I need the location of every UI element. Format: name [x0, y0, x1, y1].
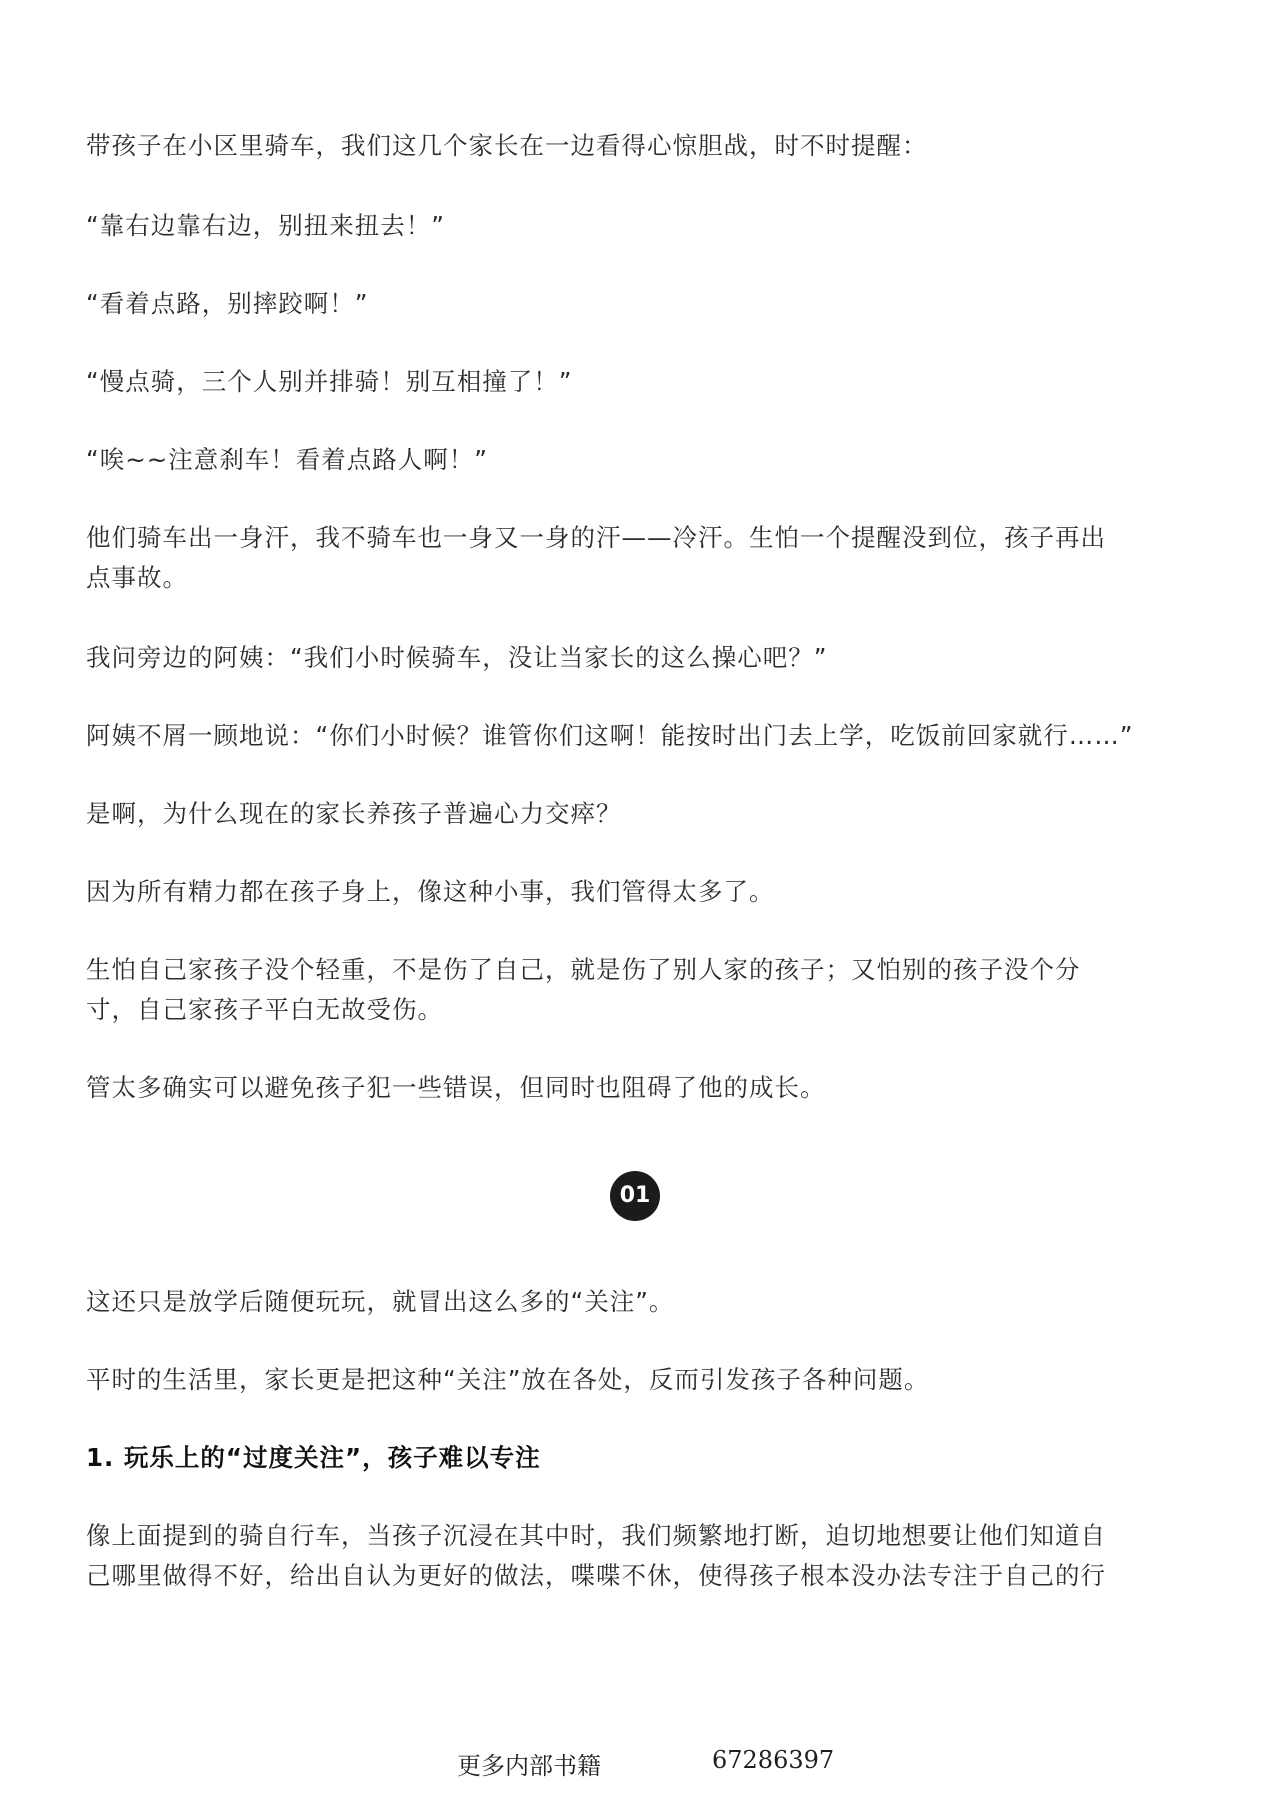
paragraph-line: 寸，自己家孩子平白无故受伤。 [86, 995, 443, 1024]
paragraph-line: 像上面提到的骑自行车，当孩子沉浸在其中时，我们频繁地打断，迫切地想要让他们知道自 [86, 1521, 1106, 1550]
paragraph-line: 他们骑车出一身汗，我不骑车也一身又一身的汗——冷汗。生怕一个提醒没到位，孩子再出 [86, 523, 1106, 552]
paragraph: “看着点路，别摔跤啊！” [86, 289, 369, 318]
paragraph-line: 点事故。 [86, 563, 188, 592]
paragraph-line: 己哪里做得不好，给出自认为更好的做法，喋喋不休，使得孩子根本没办法专注于自己的行 [86, 1561, 1106, 1590]
paragraph: 我问旁边的阿姨：“我们小时候骑车，没让当家长的这么操心吧？” [86, 643, 828, 672]
paragraph: 因为所有精力都在孩子身上，像这种小事，我们管得太多了。 [86, 877, 775, 906]
paragraph: 管太多确实可以避免孩子犯一些错误，但同时也阻碍了他的成长。 [86, 1073, 826, 1102]
paragraph: “靠右边靠右边，别扭来扭去！” [86, 211, 445, 240]
paragraph: 是啊，为什么现在的家长养孩子普遍心力交瘁？ [86, 799, 622, 828]
paragraph: “唉~~注意刹车！看着点路人啊！” [86, 445, 488, 474]
footer-number: 67286397 [712, 1746, 835, 1774]
footer-text: 更多内部书籍 [457, 1752, 601, 1780]
paragraph: 带孩子在小区里骑车，我们这几个家长在一边看得心惊胆战，时不时提醒： [86, 131, 928, 160]
footer [0, 1746, 1273, 1786]
section-paragraph: 这还只是放学后随便玩玩，就冒出这么多的“关注”。 [86, 1287, 675, 1316]
subheading: 1. 玩乐上的“过度关注”，孩子难以专注 [86, 1443, 541, 1472]
paragraph: 阿姨不屑一顾地说：“你们小时候？谁管你们这啊！能按时出门去上学，吃饭前回家就行……” [86, 721, 1134, 750]
section-number-badge: 01 [610, 1171, 660, 1221]
paragraph: “慢点骑，三个人别并排骑！别互相撞了！” [86, 367, 573, 396]
paragraph-line: 生怕自己家孩子没个轻重，不是伤了自己，就是伤了别人家的孩子；又怕别的孩子没个分 [86, 955, 1081, 984]
section-paragraph: 平时的生活里，家长更是把这种“关注”放在各处，反而引发孩子各种问题。 [86, 1365, 930, 1394]
